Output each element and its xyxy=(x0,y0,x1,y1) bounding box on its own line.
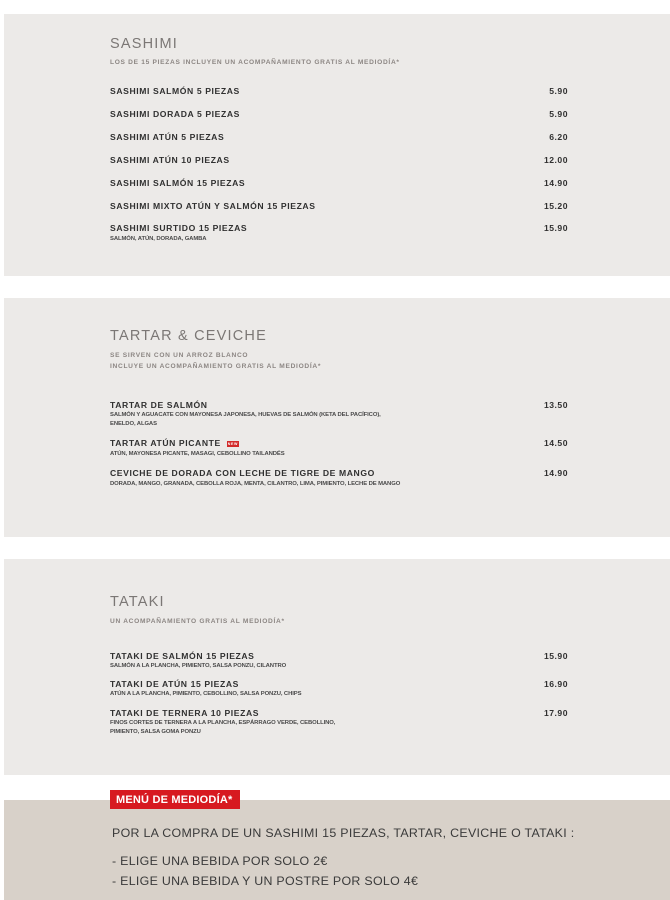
menu-item-name-text: TARTAR ATÚN PICANTE xyxy=(110,438,221,448)
promo-option: - ELIGE UNA BEBIDA Y UN POSTRE POR SOLO 4€ xyxy=(112,874,419,888)
menu-item-name: SASHIMI MIXTO ATÚN Y SALMÓN 15 PIEZAS xyxy=(110,201,316,211)
menu-item-price: 12.00 xyxy=(543,155,568,165)
section-note: UN ACOMPAÑAMIENTO GRATIS AL MEDIODÍA* xyxy=(110,618,285,625)
menu-item-price: 14.90 xyxy=(543,468,568,478)
menu-item-name: SASHIMI SALMÓN 5 PIEZAS xyxy=(110,86,240,96)
menu-item-price: 16.90 xyxy=(543,679,568,689)
section-title: SASHIMI xyxy=(110,36,179,52)
promo-text: POR LA COMPRA DE UN SASHIMI 15 PIEZAS, TARTAR, CEVICHE O TATAKI : xyxy=(112,826,575,840)
menu-item-name: CEVICHE DE DORADA CON LECHE DE TIGRE DE MANGO xyxy=(110,468,375,478)
new-badge: NEW xyxy=(227,441,238,446)
tartar-ceviche-section xyxy=(4,298,670,537)
menu-item-description: SALMÓN Y AGUACATE CON MAYONESA JAPONESA, HUEVAS DE SALMÓN (KETA DEL PACÍFICO), xyxy=(110,412,381,418)
section-note: LOS DE 15 PIEZAS INCLUYEN UN ACOMPAÑAMIENTO GRATIS AL MEDIODÍA* xyxy=(110,59,400,66)
lunch-menu-section xyxy=(4,794,670,900)
menu-item-price: 15.90 xyxy=(543,223,568,233)
menu-item-name: TATAKI DE SALMÓN 15 PIEZAS xyxy=(110,651,255,661)
menu-item-name: TARTAR DE SALMÓN xyxy=(110,400,208,410)
menu-item-price: 14.90 xyxy=(543,178,568,188)
menu-item-description: SALMÓN, ATÚN, DORADA, GAMBA xyxy=(110,236,207,242)
lunch-menu-badge: MENÚ DE MEDIODÍA* xyxy=(110,790,240,809)
menu-item-name xyxy=(110,438,239,448)
promo-option: - ELIGE UNA BEBIDA POR SOLO 2€ xyxy=(112,854,328,868)
section-note: INCLUYE UN ACOMPAÑAMIENTO GRATIS AL MEDIODÍA* xyxy=(110,363,322,370)
menu-item-price: 15.20 xyxy=(543,201,568,211)
menu-item-description: ATÚN, MAYONESA PICANTE, MASAGI, CEBOLLINO TAILANDÉS xyxy=(110,451,285,457)
menu-item-description: ENELDO, ALGAS xyxy=(110,421,157,427)
section-note: SE SIRVEN CON UN ARROZ BLANCO xyxy=(110,352,249,359)
section-title: TATAKI xyxy=(110,594,165,610)
menu-item-price: 14.50 xyxy=(543,438,568,448)
menu-item-description: ATÚN A LA PLANCHA, PIMIENTO, CEBOLLINO, SALSA PONZU, CHIPS xyxy=(110,691,302,697)
menu-item-name: TATAKI DE ATÚN 15 PIEZAS xyxy=(110,679,239,689)
menu-item-name: SASHIMI SURTIDO 15 PIEZAS xyxy=(110,223,248,233)
menu-item-price: 5.90 xyxy=(549,86,568,96)
section-title: TARTAR & CEVICHE xyxy=(110,328,267,344)
menu-item-name: SASHIMI SALMÓN 15 PIEZAS xyxy=(110,178,246,188)
menu-item-description: FINOS CORTES DE TERNERA A LA PLANCHA, ESPÁRRAGO VERDE, CEBOLLINO, xyxy=(110,720,336,726)
menu-item-price: 6.20 xyxy=(549,132,568,142)
sashimi-section xyxy=(4,14,670,276)
menu-item-name: SASHIMI ATÚN 5 PIEZAS xyxy=(110,132,225,142)
menu-item-price: 13.50 xyxy=(543,400,568,410)
menu-item-description: DORADA, MANGO, GRANADA, CEBOLLA ROJA, MENTA, CILANTRO, LIMA, PIMIENTO, LECHE DE MANGO xyxy=(110,481,401,487)
menu-item-name: SASHIMI ATÚN 10 PIEZAS xyxy=(110,155,230,165)
menu-item-description: PIMIENTO, SALSA GOMA PONZU xyxy=(110,729,201,735)
menu-item-price: 15.90 xyxy=(543,651,568,661)
tataki-section xyxy=(4,559,670,775)
menu-item-description: SALMÓN A LA PLANCHA, PIMIENTO, SALSA PONZU, CILANTRO xyxy=(110,663,287,669)
menu-item-name: SASHIMI DORADA 5 PIEZAS xyxy=(110,109,240,119)
menu-item-name: TATAKI DE TERNERA 10 PIEZAS xyxy=(110,708,260,718)
menu-item-price: 17.90 xyxy=(543,708,568,718)
menu-item-price: 5.90 xyxy=(549,109,568,119)
